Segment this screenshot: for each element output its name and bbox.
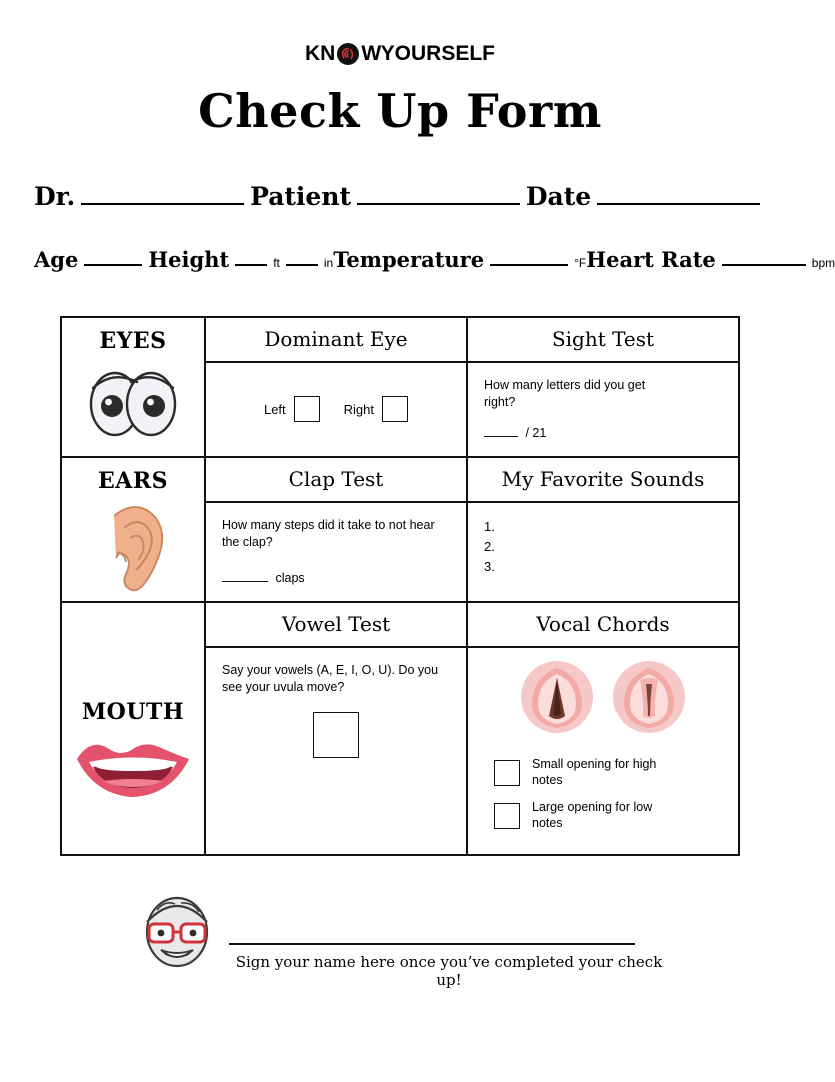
eyes-organ-label: EYES xyxy=(99,328,167,354)
favorite-sounds-body xyxy=(468,503,738,602)
sight-test-header: Sight Test xyxy=(468,318,738,363)
height-inches-unit: in xyxy=(323,256,334,270)
ears-organ-label: EARS xyxy=(97,467,168,494)
height-feet-input[interactable] xyxy=(235,264,267,266)
heart-rate-unit: bpm xyxy=(811,256,835,270)
dominant-eye-header: Dominant Eye xyxy=(206,318,466,363)
mouth-organ-label: MOUTH xyxy=(81,698,185,725)
form-fields xyxy=(0,182,835,272)
doctor-label: Dr. xyxy=(34,182,76,211)
vocal-chords-options xyxy=(468,741,738,854)
dominant-eye-right-label: Right xyxy=(343,401,375,417)
vocal-chords-open-illustration xyxy=(610,658,688,741)
favorite-sounds-header: My Favorite Sounds xyxy=(468,458,738,503)
vocal-chords-low-label: Large opening for low notes xyxy=(532,800,653,830)
temperature-input[interactable] xyxy=(490,264,568,266)
height-inches-input[interactable] xyxy=(286,264,318,266)
clap-test-question: How many steps did it take to not hear the clap? xyxy=(222,517,435,549)
sight-test-score-input[interactable] xyxy=(484,436,518,437)
height-feet-unit: ft xyxy=(273,256,280,270)
mouth-illustration xyxy=(71,729,195,806)
temperature-unit: °F xyxy=(574,256,587,270)
sight-test-score-total: / 21 xyxy=(525,425,547,440)
ear-illustration xyxy=(92,500,174,601)
brand-text-know: KN xyxy=(304,42,336,65)
favorite-sounds-cell xyxy=(468,458,738,602)
vowel-test-checkbox[interactable] xyxy=(313,712,359,758)
dominant-eye-left-label: Left xyxy=(263,401,286,417)
fingerprint-icon xyxy=(336,42,360,66)
sight-test-cell xyxy=(468,318,738,456)
table-row xyxy=(62,458,738,604)
mouth-organ-cell xyxy=(62,603,206,853)
vocal-chords-high-checkbox[interactable] xyxy=(494,760,520,786)
eyes-organ-cell xyxy=(62,318,206,456)
checkup-table xyxy=(60,316,740,856)
vowel-test-question: Say your vowels (A, E, I, O, U). Do you see your uvula move? xyxy=(222,663,439,695)
date-input[interactable] xyxy=(597,203,760,205)
signature-instruction: Sign your name here once you’ve completed your check up! xyxy=(235,952,663,989)
list-item[interactable]: 1. xyxy=(484,518,495,534)
dominant-eye-body xyxy=(206,363,466,456)
clap-test-unit: claps xyxy=(275,571,305,586)
eyes-illustration xyxy=(79,362,187,445)
character-face-illustration xyxy=(131,886,223,983)
dominant-eye-left-checkbox[interactable] xyxy=(294,396,320,422)
clap-test-steps-input[interactable] xyxy=(222,581,268,582)
dominant-eye-cell xyxy=(206,318,468,456)
height-label: Height xyxy=(148,247,230,272)
clap-test-cell xyxy=(206,458,468,602)
vocal-chords-images xyxy=(468,648,738,741)
vocal-chords-low-checkbox[interactable] xyxy=(494,803,520,829)
patient-label: Patient xyxy=(250,182,352,211)
table-row xyxy=(62,603,738,853)
clap-test-body xyxy=(206,503,466,602)
patient-input[interactable] xyxy=(357,203,520,205)
age-input[interactable] xyxy=(84,264,142,266)
ears-organ-cell xyxy=(62,458,206,602)
vocal-chords-header: Vocal Chords xyxy=(468,603,738,648)
sight-test-body xyxy=(468,363,738,456)
vocal-chords-cell xyxy=(468,603,738,853)
vocal-chords-body xyxy=(468,648,738,853)
vocal-chords-closed-illustration xyxy=(518,658,596,741)
signature-area xyxy=(229,943,669,989)
signature-input[interactable] xyxy=(229,943,635,945)
temperature-label: Temperature xyxy=(333,247,485,272)
field-row-primary xyxy=(34,182,766,211)
sight-test-question: How many letters did you get right? xyxy=(484,378,646,409)
dominant-eye-right-checkbox[interactable] xyxy=(382,396,408,422)
vocal-chords-option-low[interactable] xyxy=(494,800,738,831)
brand-text-yourself: YOURSELF xyxy=(380,42,495,65)
table-row xyxy=(62,318,738,458)
vowel-test-header: Vowel Test xyxy=(206,603,466,648)
date-label: Date xyxy=(525,182,592,211)
doctor-input[interactable] xyxy=(81,203,244,205)
heart-rate-input[interactable] xyxy=(722,264,806,266)
check-up-form-page xyxy=(0,42,835,1082)
brand-text-w: W xyxy=(361,42,381,65)
list-item[interactable]: 3. xyxy=(484,558,495,574)
age-label: Age xyxy=(34,247,79,272)
vowel-test-body xyxy=(206,648,466,853)
field-row-vitals xyxy=(34,247,835,272)
clap-test-header: Clap Test xyxy=(206,458,466,503)
signature-footer xyxy=(0,886,800,989)
vocal-chords-high-label: Small opening for high notes xyxy=(532,757,657,787)
vowel-test-cell xyxy=(206,603,468,853)
heart-rate-label: Heart Rate xyxy=(586,247,716,272)
page-title: Check Up Form xyxy=(198,84,602,138)
vocal-chords-option-high[interactable] xyxy=(494,757,738,788)
list-item[interactable]: 2. xyxy=(484,538,495,554)
brand-logo xyxy=(0,42,800,66)
